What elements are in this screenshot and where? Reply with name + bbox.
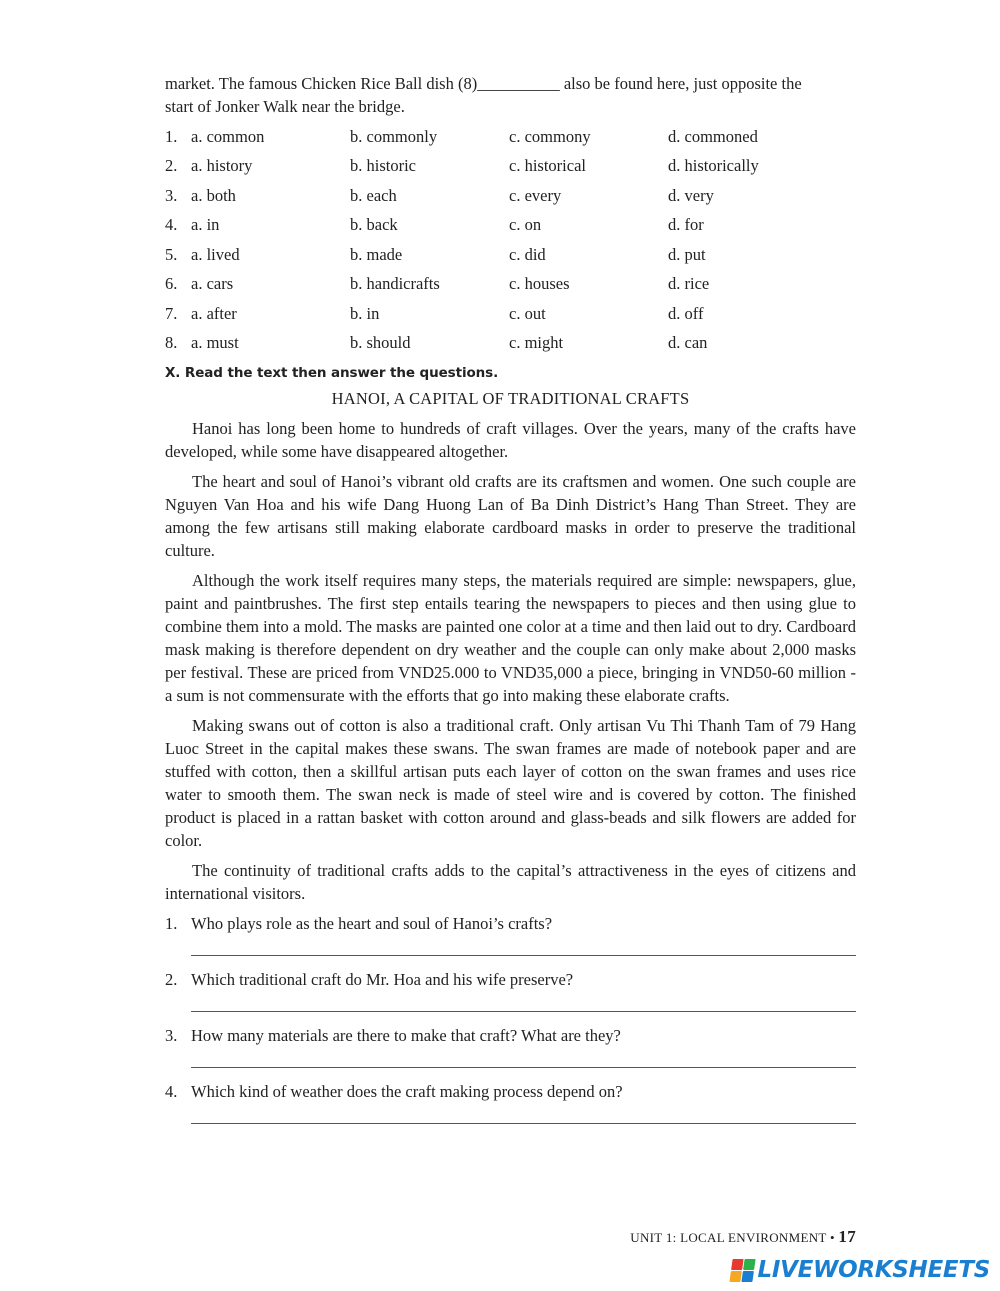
option-row xyxy=(165,240,856,270)
question-text: Which traditional craft do Mr. Hoa and his wife preserve? xyxy=(191,970,574,989)
passage-paragraph: The continuity of traditional crafts adds to the capital’s attractiveness in the eyes of citizens and international visitors. xyxy=(165,861,856,903)
logo-square-orange xyxy=(729,1271,742,1282)
questions-list xyxy=(165,912,856,1124)
option-c: c. might xyxy=(509,333,564,353)
logo-mark-icon xyxy=(729,1259,755,1282)
option-b: b. should xyxy=(350,333,411,353)
option-a: a. both xyxy=(191,185,236,205)
question-number: 4. xyxy=(165,1082,178,1101)
question xyxy=(165,1024,856,1047)
option-b: b. made xyxy=(350,244,403,264)
answer-input-2[interactable] xyxy=(191,992,856,1012)
options-list xyxy=(165,122,856,358)
option-number: 3. xyxy=(165,185,178,205)
option-a: a. history xyxy=(191,156,253,176)
logo-square-blue xyxy=(741,1271,754,1282)
option-number: 6. xyxy=(165,274,178,294)
intro-text xyxy=(165,72,856,118)
option-row xyxy=(165,152,856,182)
option-b: b. each xyxy=(350,185,397,205)
option-number: 1. xyxy=(165,126,178,146)
option-row xyxy=(165,122,856,152)
answer-line xyxy=(191,1103,856,1124)
option-b: b. in xyxy=(350,303,380,323)
option-row xyxy=(165,329,856,359)
question xyxy=(165,968,856,991)
passage-paragraph: Although the work itself requires many steps, the materials required are simple: newspapers, glue, paint and paintbrushes. The first step entails tearing the newspapers to pieces and then using glue to combine them into a mold. The masks are painted one color at a time and then laid out to dry. Cardboard mask making is therefore dependent on dry weather and the couple can only make about 2,000 masks per festival. These are priced from VND25.000 to VND35,000 a piece, bringing in VND50-60 million - a sum is not commensurate with the efforts that go into making these elaborate crafts. xyxy=(165,571,856,705)
option-d: d. put xyxy=(668,244,706,264)
option-c: c. did xyxy=(509,244,546,264)
option-d: d. commoned xyxy=(668,126,758,146)
option-a: a. cars xyxy=(191,274,234,294)
option-c: c. out xyxy=(509,303,546,323)
option-c: c. every xyxy=(509,185,562,205)
page-number: 17 xyxy=(838,1227,856,1246)
worksheet-page xyxy=(165,72,856,1136)
option-number: 7. xyxy=(165,303,178,323)
section-heading: X. Read the text then answer the questions. xyxy=(165,365,499,381)
option-row xyxy=(165,270,856,300)
liveworksheets-logo[interactable] xyxy=(731,1257,990,1283)
option-number: 5. xyxy=(165,244,178,264)
option-b: b. commonly xyxy=(350,126,438,146)
question-number: 2. xyxy=(165,970,178,989)
option-d: d. off xyxy=(668,303,704,323)
passage-paragraph: Making swans out of cotton is also a traditional craft. Only artisan Vu Thi Thanh Tam of 79 Hang Luoc Street in the capital makes these swans. The swan frames are made of notebook paper and are stuffed with cotton, then a skillful artisan puts each layer of cotton on the swan frames and uses rice water to smooth them. The swan neck is made of steel wire and is covered by cotton. The finished product is placed in a rattan basket with cotton around and glass-beads and silk flowers are added for color. xyxy=(165,716,856,850)
logo-text: LIVEWORKSHEETS xyxy=(757,1257,990,1283)
option-b: b. historic xyxy=(350,156,416,176)
question-text: Who plays role as the heart and soul of Hanoi’s crafts? xyxy=(191,914,553,933)
question-number: 3. xyxy=(165,1026,178,1045)
question xyxy=(165,912,856,935)
option-a: a. lived xyxy=(191,244,240,264)
option-a: a. common xyxy=(191,126,265,146)
option-d: d. historically xyxy=(668,156,759,176)
logo-square-green xyxy=(743,1259,756,1270)
option-c: c. on xyxy=(509,215,542,235)
intro-line-2: start of Jonker Walk near the bridge. xyxy=(165,97,405,116)
option-row xyxy=(165,181,856,211)
option-row xyxy=(165,299,856,329)
question xyxy=(165,1080,856,1103)
passage-title: HANOI, A CAPITAL OF TRADITIONAL CRAFTS xyxy=(331,389,690,408)
answer-input-3[interactable] xyxy=(191,1048,856,1068)
question-text: Which kind of weather does the craft making process depend on? xyxy=(191,1082,623,1101)
answer-line xyxy=(191,935,856,956)
answer-input-1[interactable] xyxy=(191,936,856,956)
option-number: 4. xyxy=(165,215,178,235)
passage-paragraph: The heart and soul of Hanoi’s vibrant old crafts are its craftsmen and women. One such couple are Nguyen Van Hoa and his wife Dang Huong Lan of Ba Dinh District’s Hang Than Street. They are among the few artisans still making elaborate cardboard masks in order to preserve the traditional culture. xyxy=(165,472,856,560)
option-c: c. houses xyxy=(509,274,570,294)
question-text: How many materials are there to make that craft? What are they? xyxy=(191,1026,621,1045)
option-c: c. commony xyxy=(509,126,591,146)
option-a: a. after xyxy=(191,303,237,323)
page-footer xyxy=(630,1227,856,1247)
option-a: a. in xyxy=(191,215,220,235)
option-b: b. handicrafts xyxy=(350,274,440,294)
option-row xyxy=(165,211,856,241)
option-a: a. must xyxy=(191,333,239,353)
answer-line xyxy=(191,1047,856,1068)
answer-input-4[interactable] xyxy=(191,1104,856,1124)
passage-paragraph: Hanoi has long been home to hundreds of craft villages. Over the years, many of the crafts have developed, while some have disappeared altogether. xyxy=(165,419,856,461)
option-d: d. can xyxy=(668,333,708,353)
option-number: 2. xyxy=(165,156,178,176)
option-d: d. rice xyxy=(668,274,710,294)
logo-square-red xyxy=(731,1259,744,1270)
option-d: d. for xyxy=(668,215,704,235)
option-d: d. very xyxy=(668,185,714,205)
option-c: c. historical xyxy=(509,156,586,176)
unit-label: UNIT 1: LOCAL ENVIRONMENT xyxy=(630,1230,827,1245)
answer-line xyxy=(191,991,856,1012)
intro-line-1: market. The famous Chicken Rice Ball dish (8)__________ also be found here, just opposite the xyxy=(165,74,802,93)
option-number: 8. xyxy=(165,333,178,353)
question-number: 1. xyxy=(165,914,178,933)
option-b: b. back xyxy=(350,215,398,235)
footer-bullet: • xyxy=(829,1230,835,1245)
